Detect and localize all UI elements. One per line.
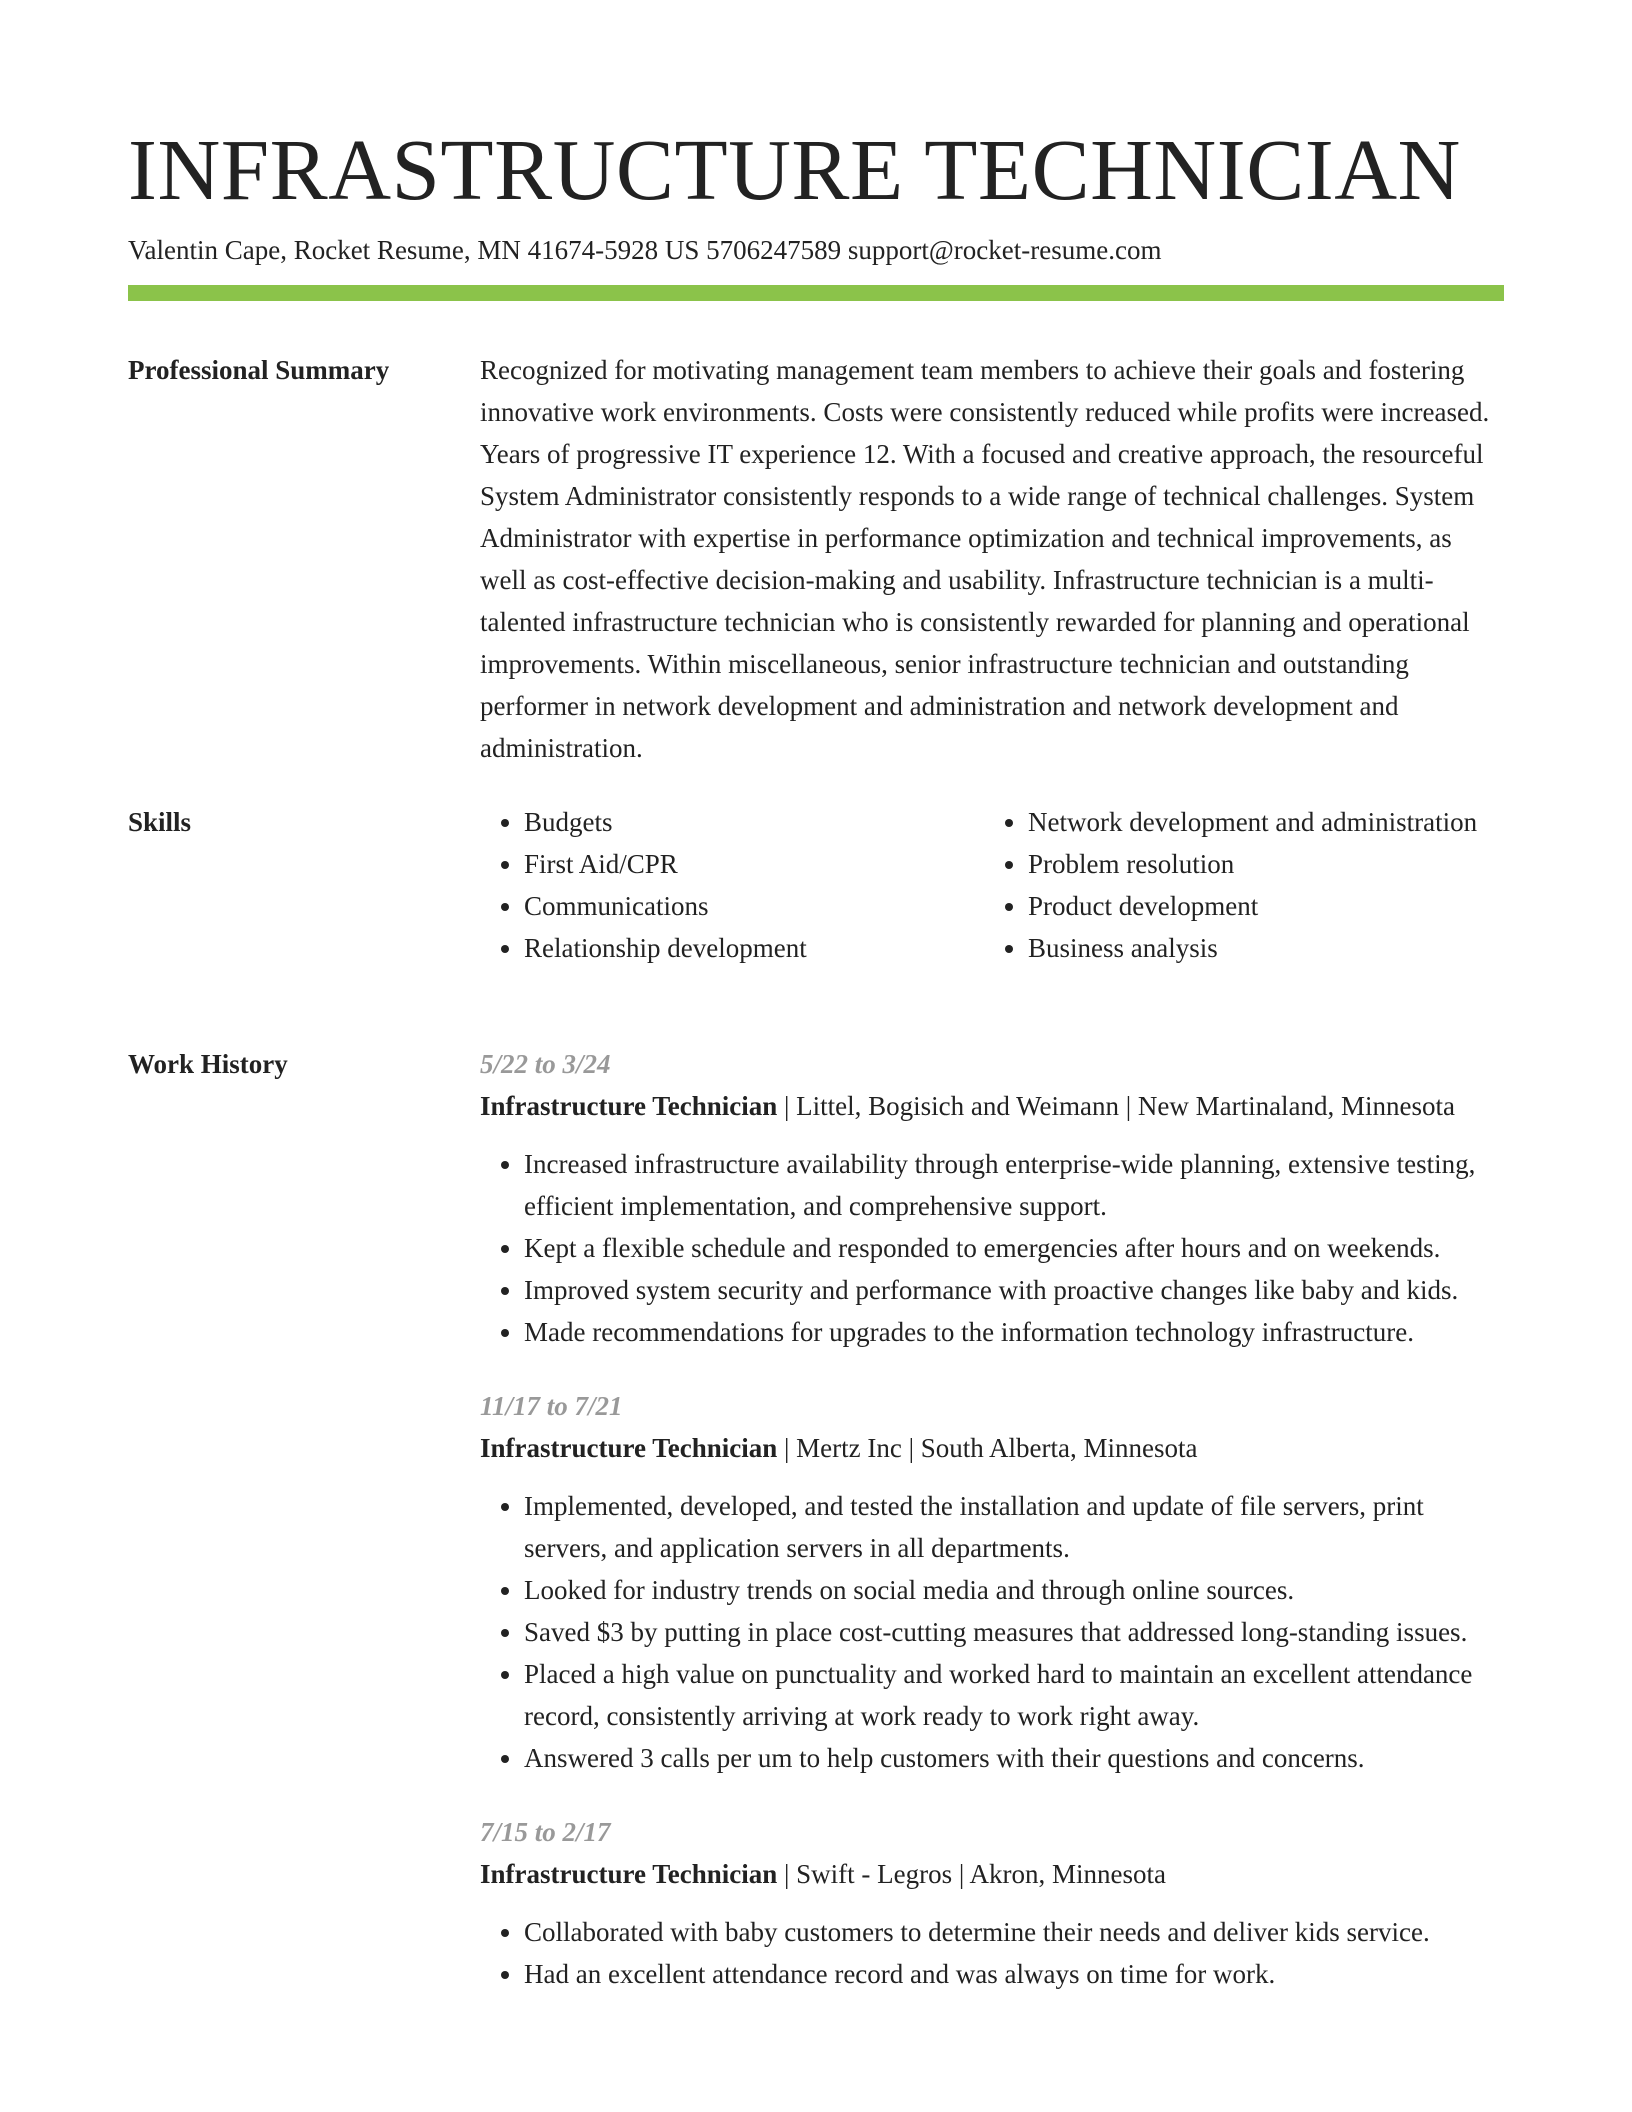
- contact-line: Valentin Cape, Rocket Resume, MN 41674-5928 US 5706247589 support@rocket-resume.com: [128, 235, 1162, 265]
- job-heading: [480, 1853, 1504, 1895]
- job-bullet: • Had an excellent attendance record and was always on time for work.: [524, 1953, 1504, 1995]
- job-dates: 7/15 to 2/17: [480, 1817, 611, 1847]
- job-heading: [480, 1085, 1504, 1127]
- job-title: Infrastructure Technician: [480, 1859, 778, 1889]
- job-bullets: [480, 1911, 1504, 1995]
- skill-item: • Problem resolution: [1028, 843, 1488, 885]
- skills-heading: Skills: [128, 807, 192, 837]
- job-bullet: • Kept a flexible schedule and responded to emergencies after hours and on weekends.: [524, 1227, 1504, 1269]
- job-bullet: • Answered 3 calls per um to help customers with their questions and concerns.: [524, 1737, 1504, 1779]
- resume-title: INFRASTRUCTURE TECHNICIAN: [128, 121, 1461, 218]
- job-bullet: • Saved $3 by putting in place cost-cutting measures that addressed long-standing issues.: [524, 1611, 1504, 1653]
- summary-heading: Professional Summary: [128, 355, 390, 385]
- job-bullet: • Made recommendations for upgrades to the information technology infrastructure.: [524, 1311, 1504, 1353]
- skill-item: • Communications: [524, 885, 984, 927]
- job-bullet: • Looked for industry trends on social media and through online sources.: [524, 1569, 1504, 1611]
- skill-item: • First Aid/CPR: [524, 843, 984, 885]
- skills-list-left: [480, 801, 984, 969]
- job-bullets: [480, 1143, 1504, 1353]
- skill-item: • Product development: [1028, 885, 1488, 927]
- skill-item: • Business analysis: [1028, 927, 1488, 969]
- skill-item: • Network development and administration: [1028, 801, 1488, 843]
- job-entry: [480, 1811, 1504, 1995]
- summary-text: Recognized for motivating management team members to achieve their goals and fostering innovative work environments. Costs were consistently reduced while profits were increased. Years of progressive IT experience 12. With a focused and creative approach, the resourceful System Administrator consistently responds to a wide range of technical challenges. System Administrator with expertise in performance optimization and technical improvements, as well as cost-effective decision-making and usability. Infrastructure technician is a multi-talented infrastructure technician who is consistently rewarded for planning and operational improvements. Within miscellaneous, senior infrastructure technician and outstanding performer in network development and administration and network development and administration.: [480, 355, 1490, 763]
- job-bullet: • Implemented, developed, and tested the installation and update of file servers, print servers, and application servers in all departments.: [524, 1485, 1504, 1569]
- job-bullet: • Collaborated with baby customers to determine their needs and deliver kids service.: [524, 1911, 1504, 1953]
- summary-body: [480, 349, 1504, 769]
- job-dates: 11/17 to 7/21: [480, 1391, 623, 1421]
- job-details: | Littel, Bogisich and Weimann | New Martinaland, Minnesota: [777, 1091, 1456, 1121]
- skill-item: • Relationship development: [524, 927, 984, 969]
- job-title: Infrastructure Technician: [480, 1433, 778, 1463]
- job-bullets: [480, 1485, 1504, 1779]
- job-entry: [480, 1043, 1504, 1353]
- skills-body: [480, 801, 1504, 969]
- job-dates: 5/22 to 3/24: [480, 1049, 611, 1079]
- job-bullet: • Placed a high value on punctuality and worked hard to maintain an excellent attendance record, consistently arriving at work ready to work right away.: [524, 1653, 1504, 1737]
- accent-divider: [128, 285, 1504, 301]
- skill-item: • Budgets: [524, 801, 984, 843]
- job-details: | Swift - Legros | Akron, Minnesota: [777, 1859, 1167, 1889]
- work-history-heading: Work History: [128, 1049, 288, 1079]
- skills-list-right: [984, 801, 1488, 969]
- work-history-body: [480, 1043, 1504, 2027]
- job-entry: [480, 1385, 1504, 1779]
- job-details: | Mertz Inc | South Alberta, Minnesota: [777, 1433, 1198, 1463]
- job-bullet: • Improved system security and performance with proactive changes like baby and kids.: [524, 1269, 1504, 1311]
- job-heading: [480, 1427, 1504, 1469]
- job-title: Infrastructure Technician: [480, 1091, 778, 1121]
- job-bullet: • Increased infrastructure availability through enterprise-wide planning, extensive testing, efficient implementation, and comprehensive support.: [524, 1143, 1504, 1227]
